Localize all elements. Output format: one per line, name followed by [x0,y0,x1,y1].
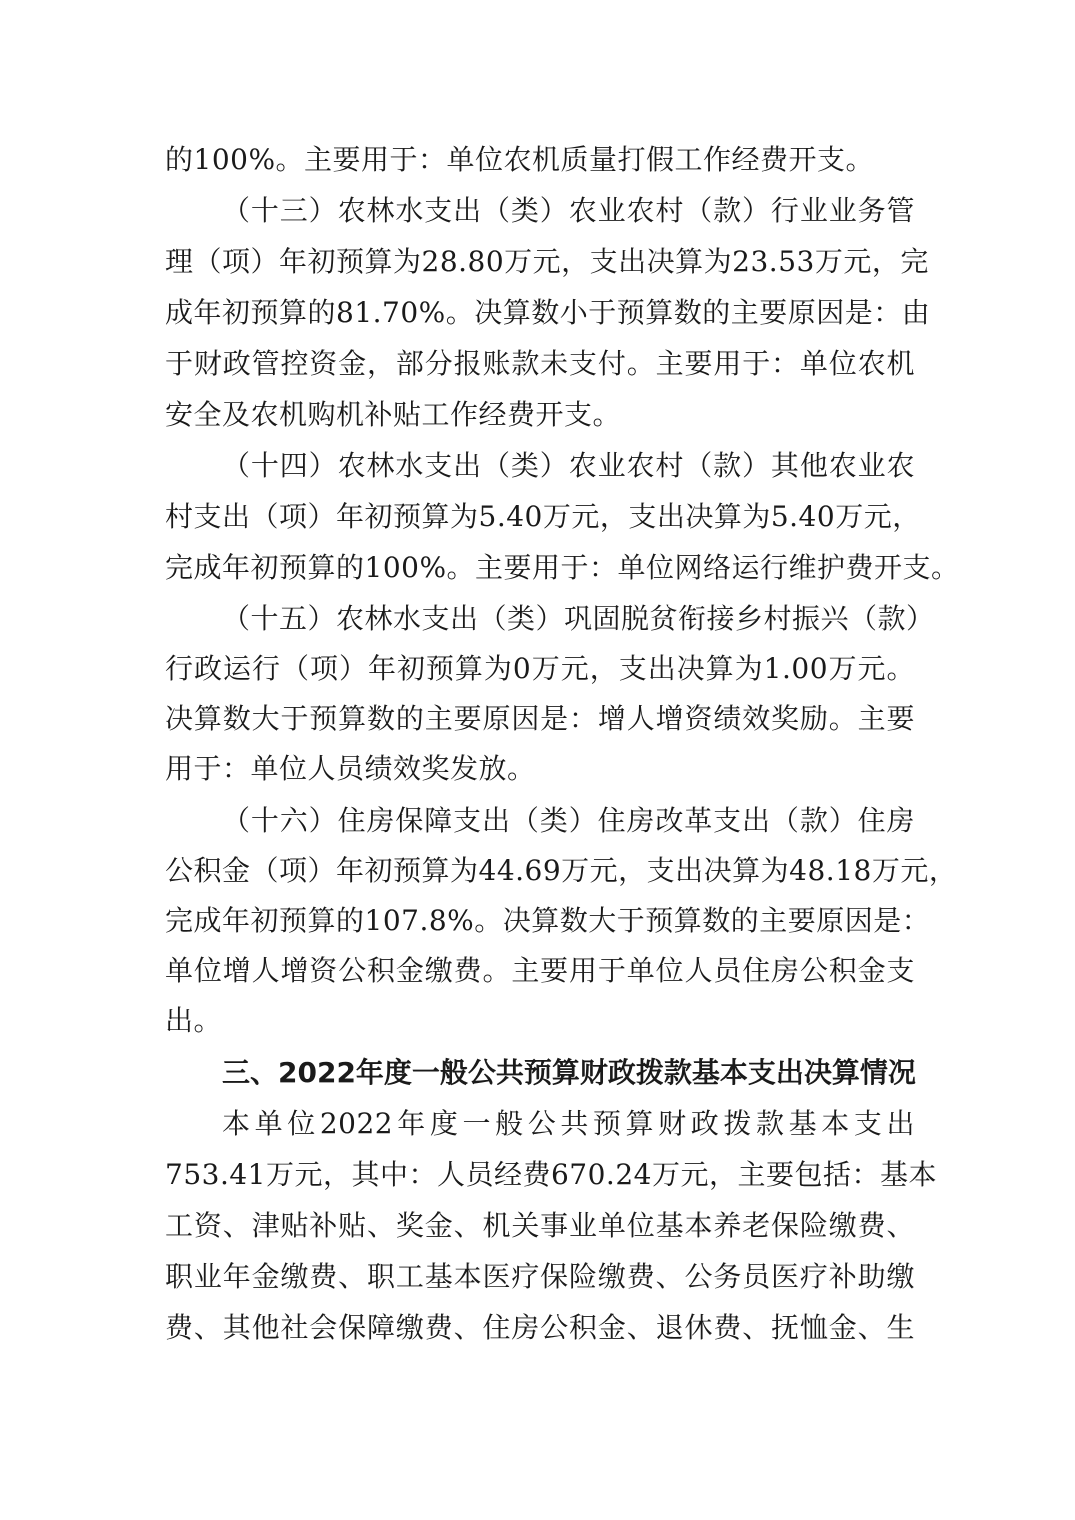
text-line-15: 公积金（项）年初预算为44.69万元，支出决算为48.18万元， [165,854,958,887]
text-line-12: 决算数大于预算数的主要原因是：增人增资绩效奖励。主要 [165,702,915,735]
text-line-18: 出。 [165,1004,223,1037]
text-line-24: 费、其他社会保障缴费、住房公积金、退休费、抚恤金、生 [165,1311,915,1344]
text-line-2: （十三）农林水支出（类）农业农村（款）行业业务管 [222,194,915,227]
text-line-14: （十六）住房保障支出（类）住房改革支出（款）住房 [222,804,915,837]
text-line-10: （十五）农林水支出（类）巩固脱贫衔接乡村振兴（款） [222,602,935,635]
text-line-17: 单位增人增资公积金缴费。主要用于单位人员住房公积金支 [165,954,915,987]
text-line-8: 村支出（项）年初预算为5.40万元，支出决算为5.40万元， [165,500,921,533]
text-line-7: （十四）农林水支出（类）农业农村（款）其他农业农 [222,449,915,482]
text-line-21: 753.41万元，其中：人员经费670.24万元，主要包括：基本 [165,1158,937,1191]
text-line-4: 成年初预算的81.70%。决算数小于预算数的主要原因是：由 [165,296,931,329]
text-line-16: 完成年初预算的107.8%。决算数大于预算数的主要原因是： [165,904,931,937]
text-line-20: 本单位2022年度一般公共预算财政拨款基本支出 [222,1107,915,1140]
section-heading: 三、2022年度一般公共预算财政拨款基本支出决算情况 [222,1056,916,1089]
text-line-13: 用于：单位人员绩效奖发放。 [165,752,536,785]
text-line-22: 工资、津贴补贴、奖金、机关事业单位基本养老保险缴费、 [165,1209,915,1242]
text-line-1: 的100%。主要用于：单位农机质量打假工作经费开支。 [165,143,875,176]
text-line-9: 完成年初预算的100%。主要用于：单位网络运行维护费开支。 [165,551,960,584]
text-line-5: 于财政管控资金，部分报账款未支付。主要用于：单位农机 [165,347,915,380]
text-line-23: 职业年金缴费、职工基本医疗保险缴费、公务员医疗补助缴 [165,1260,915,1293]
text-line-3: 理（项）年初预算为28.80万元，支出决算为23.53万元，完 [165,245,929,278]
text-line-11: 行政运行（项）年初预算为0万元，支出决算为1.00万元。 [165,652,915,685]
text-line-6: 安全及农机购机补贴工作经费开支。 [165,398,622,431]
